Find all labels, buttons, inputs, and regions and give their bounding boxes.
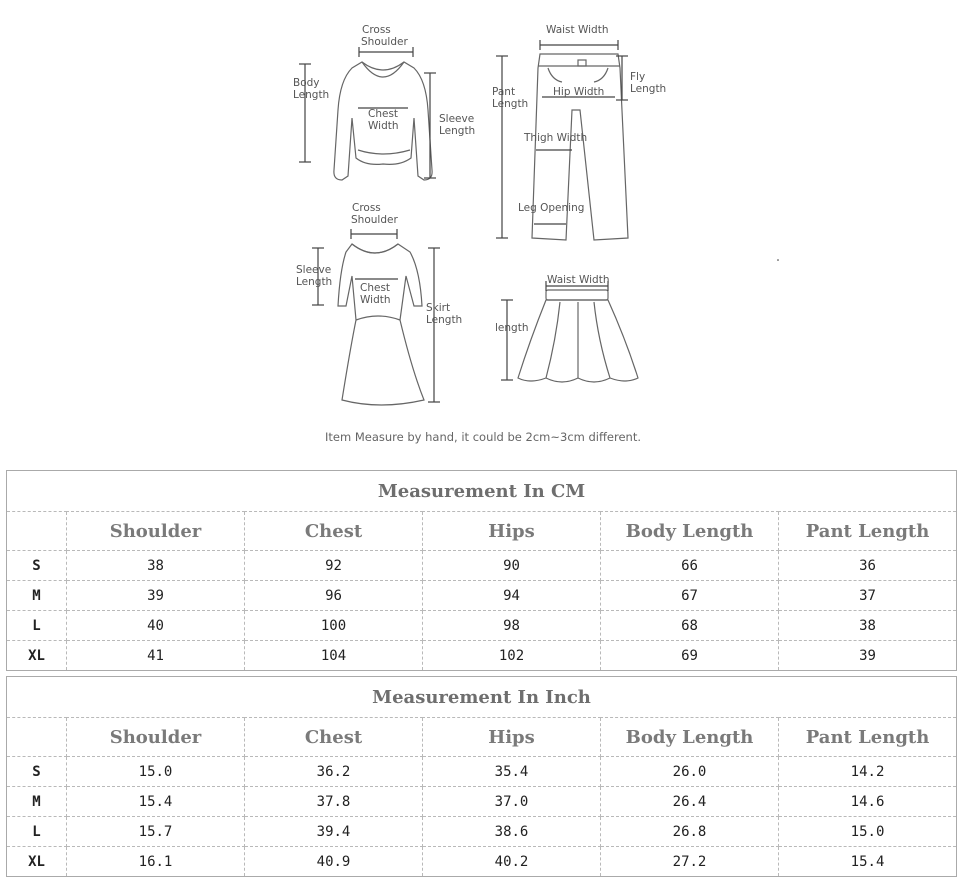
cross-shoulder-label-1: Cross	[362, 24, 391, 36]
value-cell: 14.2	[779, 757, 957, 787]
waist-width-label-2: Waist Width	[547, 274, 610, 286]
leg-opening-label: Leg Opening	[518, 202, 585, 214]
value-cell: 26.4	[601, 787, 779, 817]
size-label: XL	[7, 847, 67, 877]
table-row	[7, 551, 957, 581]
value-cell: 15.0	[67, 757, 245, 787]
value-cell: 98	[423, 611, 601, 641]
value-cell: 38	[779, 611, 957, 641]
dress-illustration	[338, 244, 424, 405]
chest-width-label-1: Chest	[368, 108, 399, 120]
value-cell: 39	[779, 641, 957, 671]
chest-width-label-2b: Width	[360, 294, 391, 306]
skirt-length-label: Skirt	[426, 302, 451, 314]
value-cell: 94	[423, 581, 601, 611]
size-label: M	[7, 581, 67, 611]
table-row	[7, 817, 957, 847]
fly-length-label-b: Length	[630, 83, 667, 95]
value-cell: 27.2	[601, 847, 779, 877]
value-cell: 38	[67, 551, 245, 581]
size-header-blank	[7, 512, 67, 551]
table-title: Measurement In CM	[7, 471, 957, 512]
fly-length-label: Fly	[630, 71, 646, 83]
value-cell: 92	[245, 551, 423, 581]
skirt-length-label-b: Length	[426, 314, 463, 326]
sleeve-length-label-2: Sleeve	[296, 264, 332, 276]
value-cell: 26.8	[601, 817, 779, 847]
cross-shoulder-label-1b: Shoulder	[361, 36, 408, 48]
table-row	[7, 641, 957, 671]
size-label: S	[7, 551, 67, 581]
stray-dot	[777, 259, 779, 261]
value-cell: 40.9	[245, 847, 423, 877]
waist-width-label-1: Waist Width	[546, 24, 609, 36]
value-cell: 15.4	[779, 847, 957, 877]
body-length-label-b: Length	[293, 89, 330, 101]
chest-width-label-2: Chest	[360, 282, 391, 294]
sleeve-length-label-1b: Length	[439, 125, 476, 137]
size-label: S	[7, 757, 67, 787]
table-row	[7, 611, 957, 641]
pant-length-label-b: Length	[492, 98, 529, 110]
hip-width-label: Hip Width	[553, 86, 605, 98]
table-row	[7, 757, 957, 787]
column-header-shoulder: Shoulder	[67, 718, 245, 757]
value-cell: 37	[779, 581, 957, 611]
size-label: L	[7, 817, 67, 847]
value-cell: 16.1	[67, 847, 245, 877]
column-header-pant-length: Pant Length	[779, 512, 957, 551]
thigh-width-label: Thigh Width	[524, 132, 588, 144]
value-cell: 90	[423, 551, 601, 581]
column-header-shoulder: Shoulder	[67, 512, 245, 551]
value-cell: 37.8	[245, 787, 423, 817]
value-cell: 40.2	[423, 847, 601, 877]
value-cell: 36.2	[245, 757, 423, 787]
value-cell: 39	[67, 581, 245, 611]
value-cell: 15.4	[67, 787, 245, 817]
cross-shoulder-label-2b: Shoulder	[351, 214, 398, 226]
table-row	[7, 581, 957, 611]
value-cell: 15.7	[67, 817, 245, 847]
skirt-illustration	[518, 290, 638, 382]
value-cell: 38.6	[423, 817, 601, 847]
size-header-blank	[7, 718, 67, 757]
body-length-label: Body	[293, 77, 320, 89]
column-header-pant-length: Pant Length	[779, 718, 957, 757]
size-label: L	[7, 611, 67, 641]
measure-note: Item Measure by hand, it could be 2cm~3cm different.	[324, 430, 642, 444]
value-cell: 39.4	[245, 817, 423, 847]
table-row	[7, 847, 957, 877]
value-cell: 41	[67, 641, 245, 671]
value-cell: 66	[601, 551, 779, 581]
column-header-chest: Chest	[245, 718, 423, 757]
size-label: XL	[7, 641, 67, 671]
cross-shoulder-label-2: Cross	[352, 202, 381, 214]
value-cell: 67	[601, 581, 779, 611]
size-table-inch	[6, 676, 957, 877]
value-cell: 104	[245, 641, 423, 671]
skirt-length-short-label: length	[495, 322, 529, 334]
table-title: Measurement In Inch	[7, 677, 957, 718]
value-cell: 36	[779, 551, 957, 581]
value-cell: 40	[67, 611, 245, 641]
table-row	[7, 787, 957, 817]
value-cell: 14.6	[779, 787, 957, 817]
size-label: M	[7, 787, 67, 817]
value-cell: 96	[245, 581, 423, 611]
sleeve-length-label-2b: Length	[296, 276, 333, 288]
size-table-cm	[6, 470, 957, 671]
value-cell: 102	[423, 641, 601, 671]
value-cell: 37.0	[423, 787, 601, 817]
value-cell: 100	[245, 611, 423, 641]
value-cell: 68	[601, 611, 779, 641]
pant-length-label: Pant	[492, 86, 516, 98]
value-cell: 26.0	[601, 757, 779, 787]
value-cell: 15.0	[779, 817, 957, 847]
value-cell: 35.4	[423, 757, 601, 787]
chest-width-label-1b: Width	[368, 120, 399, 132]
column-header-chest: Chest	[245, 512, 423, 551]
column-header-hips: Hips	[423, 512, 601, 551]
column-header-body-length: Body Length	[601, 512, 779, 551]
sleeve-length-label-1: Sleeve	[439, 113, 475, 125]
value-cell: 69	[601, 641, 779, 671]
column-header-body-length: Body Length	[601, 718, 779, 757]
column-header-hips: Hips	[423, 718, 601, 757]
